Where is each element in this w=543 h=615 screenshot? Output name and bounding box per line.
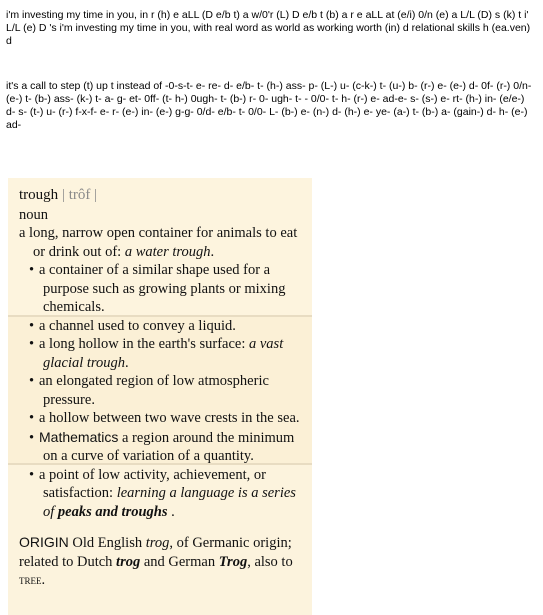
dictionary-entry-card	[8, 178, 312, 615]
sense-1-example: a water trough	[124, 243, 211, 260]
origin-word: trog	[116, 553, 141, 570]
origin-label: ORIGIN	[19, 534, 69, 550]
headword-line	[19, 186, 309, 205]
pron-separator: |	[58, 187, 69, 203]
text-paragraph-2: it's a call to step (t) up t instead of -0-s-t- e- re- d- e/b- t- (h-) ass- p- (L-) u- (c-k-) t- (u-) b- (r-) e- (e-) d- 0f- (r-) 0/n- (e-) t- (b-) ass- (k-) t- a- g- et- 0ff- (t- h-) 0ugh- t- (b-) r- 0- ugh- t- - 0/0- t- h- (r-) e- ad-e- s- (s-) e- rt- (h-) in- (e/e-) d- s- (t-) u- (r-) f-x-f- e- r- (e-) in- (e-) g-g- 0/d- e/b- t- 0/0- L- (b-) e- (n-) d- (h-) e- ye- (a-) t- (b-) a- (gain-) d- h- (e-) ad-	[6, 80, 532, 131]
origin-section	[19, 533, 309, 590]
subsense-1-text: a container of a similar shape used for a purpose such as growing plants or mixing chemicals.	[39, 262, 286, 315]
subsense-7-example: learning a language is a series of	[43, 485, 296, 520]
bullet-icon: •	[29, 317, 35, 334]
subsense-7-bold-example: peaks and troughs	[57, 503, 168, 520]
subsense-6-text: a region around the minimum on a curve of variation of a quantity.	[43, 429, 295, 464]
pron-end: |	[90, 187, 98, 203]
origin-text: , of Germanic origin; related to Dutch	[19, 535, 292, 570]
sense-1	[19, 224, 309, 261]
subsense-5	[19, 409, 309, 428]
origin-end: .	[41, 572, 46, 588]
subsense-6	[19, 428, 309, 466]
bullet-icon: •	[29, 336, 35, 352]
bullet-icon: •	[29, 373, 35, 389]
origin-text: , also to	[247, 553, 293, 570]
part-of-speech: noun	[19, 206, 48, 223]
subsense-7-text: a point of low activity, achievement, or satisfaction:	[39, 466, 266, 501]
subsense-7-end: .	[167, 503, 175, 520]
bullet-icon: •	[29, 466, 35, 483]
subsense-2-text: a channel used to convey a liquid.	[39, 317, 236, 334]
subsense-2	[19, 317, 309, 336]
subsense-3-text: a long hollow in the earth's surface:	[39, 336, 249, 352]
origin-text: Old English	[68, 535, 146, 551]
pronunciation: trôf	[68, 187, 91, 203]
bullet-icon: •	[29, 429, 35, 446]
origin-word: Trog	[218, 553, 248, 570]
subsense-1	[19, 261, 309, 317]
top-text-block	[6, 9, 536, 132]
cross-reference-link[interactable]: tree	[19, 572, 42, 587]
subsense-3	[19, 335, 309, 372]
origin-word: trog	[145, 535, 170, 551]
sense-1-end: .	[210, 243, 215, 260]
subsense-4	[19, 372, 309, 409]
subject-label: Mathematics	[39, 428, 119, 445]
subsense-3-end: .	[125, 354, 129, 371]
dictionary-content	[19, 186, 309, 590]
subsense-5-text: a hollow between two wave crests in the sea.	[39, 410, 300, 426]
bullet-icon: •	[29, 410, 35, 426]
text-paragraph-1: i'm investing my time in you, in r (h) e aLL (D e/b t) a w/0'r (L) D e/b t (b) a r e aLL at (e/i) 0/n (e) a L/L (D) s (k) t i' L/L (e) D 's i'm investing my time in you, with real word as world as working worth (in) d relational skills h (ea.ven) d	[6, 9, 531, 47]
headword: trough	[19, 187, 59, 203]
subsense-7	[19, 466, 309, 522]
subsense-3-example: a vast glacial trough	[43, 336, 284, 371]
sense-1-text: a long, narrow open container for animals to eat or drink out of:	[19, 225, 298, 260]
bullet-icon: •	[29, 262, 35, 278]
origin-text: and German	[140, 553, 219, 570]
subsense-4-text: an elongated region of low atmospheric pressure.	[39, 373, 269, 408]
